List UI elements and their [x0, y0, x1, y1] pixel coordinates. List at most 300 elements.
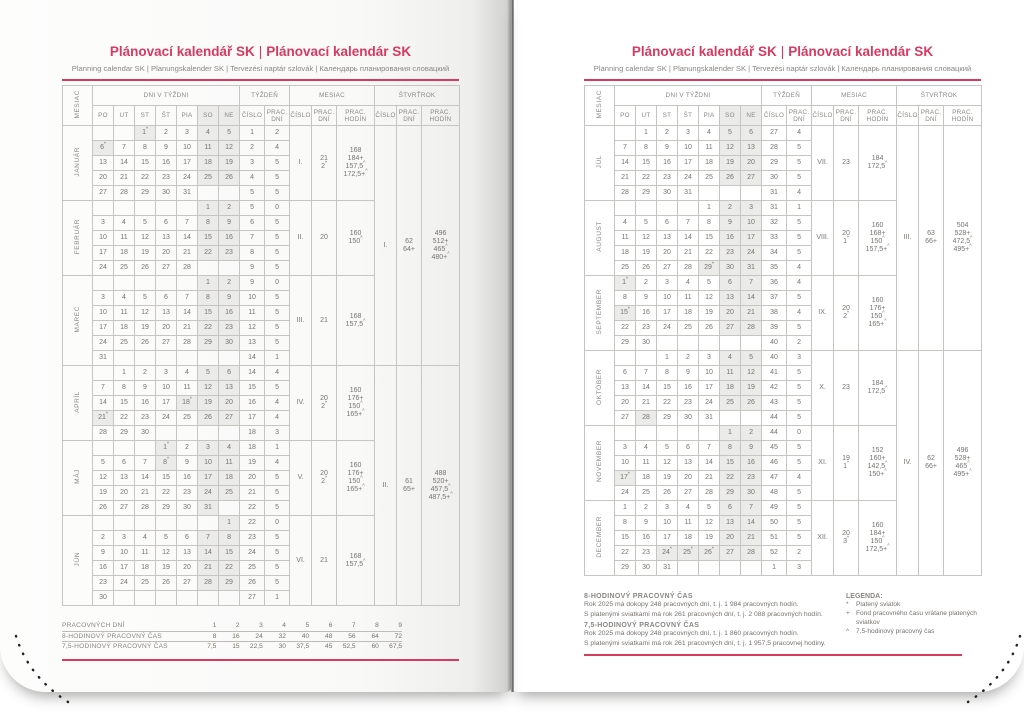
day-cell: [219, 591, 240, 606]
week-workdays-cell: 5: [787, 366, 812, 381]
month-hours-cell: 160 168+ 150^ 157,5+^: [859, 201, 897, 276]
day-cell: 18: [615, 246, 636, 261]
week-workdays-cell: 5: [787, 456, 812, 471]
day-cell: 19: [636, 246, 657, 261]
worktime-value-cell: 8: [193, 631, 216, 641]
worktime-table-left: [62, 621, 402, 651]
day-cell: 2: [636, 501, 657, 516]
day-cell: [720, 186, 741, 201]
day-cell: 15: [114, 396, 135, 411]
day-cell: 27: [720, 321, 741, 336]
day-cell: 26: [636, 261, 657, 276]
header-quarter-cislo: ČÍSLO: [897, 106, 919, 126]
legend-mark-plus: +: [846, 610, 850, 617]
day-cell: 4: [720, 351, 741, 366]
week-number-cell: 40: [762, 336, 787, 351]
day-cell: 16: [93, 561, 114, 576]
day-cell: 30: [678, 411, 699, 426]
day-cell: [699, 336, 720, 351]
day-cell: [678, 336, 699, 351]
week-workdays-cell: 5: [787, 381, 812, 396]
day-cell: [741, 336, 762, 351]
header-mesiac-label: MESIAC: [596, 90, 603, 119]
day-cell: 6: [156, 291, 177, 306]
day-cell: 7: [177, 216, 198, 231]
quarter-workdays-cell: 61 65+: [397, 366, 422, 606]
day-cell: 3: [657, 501, 678, 516]
day-cell: 20: [156, 321, 177, 336]
day-cell: 10: [177, 141, 198, 156]
day-cell: [720, 411, 741, 426]
day-cell: 5: [156, 531, 177, 546]
worktime-value-cell: 30: [278, 642, 286, 650]
page-title-part1: Plánovací kalendář SK: [109, 44, 255, 59]
day-cell: 4: [678, 276, 699, 291]
day-cell: 3: [93, 291, 114, 306]
year-summary-8h: [584, 593, 854, 648]
day-cell: 2: [657, 126, 678, 141]
header-sub-row: [63, 106, 460, 126]
day-cell: 14: [615, 156, 636, 171]
week-number-cell: 6: [240, 216, 265, 231]
page-right: [512, 0, 1024, 692]
week-number-cell: 46: [762, 456, 787, 471]
week-workdays-cell: 2: [787, 546, 812, 561]
day-cell: 8: [720, 441, 741, 456]
day-cell: 15: [615, 531, 636, 546]
day-cell: 10: [93, 306, 114, 321]
week-workdays-cell: 4: [787, 276, 812, 291]
day-cell: 7: [177, 291, 198, 306]
day-cell: 16: [636, 306, 657, 321]
week-number-cell: 52: [762, 546, 787, 561]
day-cell: 10: [156, 381, 177, 396]
day-cell: 8: [615, 516, 636, 531]
day-cell: [636, 201, 657, 216]
day-cell: 22: [615, 321, 636, 336]
day-cell: [198, 351, 219, 366]
day-cell: 12: [135, 231, 156, 246]
week-number-cell: 27: [762, 126, 787, 141]
week-workdays-cell: 4: [265, 456, 290, 471]
week-number-cell: 24: [240, 546, 265, 561]
day-cell: 29: [114, 426, 135, 441]
day-cell: 28: [741, 546, 762, 561]
day-cell: 25: [114, 261, 135, 276]
week-workdays-cell: 5: [265, 306, 290, 321]
day-cell: 28: [699, 486, 720, 501]
day-cell: [219, 426, 240, 441]
week-number-cell: 22: [240, 516, 265, 531]
day-cell: 30: [135, 426, 156, 441]
day-cell: 11: [114, 306, 135, 321]
day-cell: 7: [636, 366, 657, 381]
week-number-cell: 37: [762, 291, 787, 306]
header-mesiac-rotated: [585, 86, 615, 126]
week-workdays-cell: 4: [787, 471, 812, 486]
day-cell: 3: [198, 441, 219, 456]
week-number-cell: 38: [762, 306, 787, 321]
day-cell: 9: [93, 546, 114, 561]
day-cell: 25: [678, 321, 699, 336]
day-cell: 4: [678, 501, 699, 516]
day-cell: 7: [678, 216, 699, 231]
week-number-cell: 9: [240, 261, 265, 276]
header-day-pia: PIA: [177, 106, 198, 126]
day-cell: 30: [720, 261, 741, 276]
day-cell: 29: [135, 186, 156, 201]
worktime-value-cell: 7,5: [207, 642, 217, 650]
week-workdays-cell: 1: [787, 201, 812, 216]
header-day-ut: UT: [636, 106, 657, 126]
month-workdays-cell: 21: [312, 516, 337, 606]
week-number-cell: 31: [762, 201, 787, 216]
day-cell: 3: [177, 126, 198, 141]
day-cell: 14: [135, 471, 156, 486]
month-hours-cell: 184 172,5^: [859, 351, 897, 426]
day-cell: [156, 201, 177, 216]
day-cell: 31: [699, 411, 720, 426]
day-cell: 4: [198, 126, 219, 141]
day-cell: 20: [720, 531, 741, 546]
day-cell: 3: [741, 201, 762, 216]
day-cell: 9: [741, 441, 762, 456]
day-cell: 13: [678, 456, 699, 471]
day-cell: 4: [219, 441, 240, 456]
worktime-row: [62, 641, 402, 651]
day-cell: [198, 261, 219, 276]
day-cell: 8: [615, 291, 636, 306]
month-hours-cell: 152 160+ 142,5^ 150+^: [859, 426, 897, 501]
day-cell: 24: [741, 246, 762, 261]
week-workdays-cell: 4: [265, 396, 290, 411]
day-cell: 22: [198, 246, 219, 261]
day-cell: 10: [198, 456, 219, 471]
day-cell: 24: [678, 171, 699, 186]
day-cell: 19: [135, 321, 156, 336]
day-cell: 19: [699, 306, 720, 321]
week-workdays-cell: 4: [787, 126, 812, 141]
day-cell: 2: [177, 441, 198, 456]
week-number-cell: 16: [240, 396, 265, 411]
week-workdays-cell: 5: [787, 171, 812, 186]
day-cell: [135, 516, 156, 531]
day-cell: 30: [177, 501, 198, 516]
day-cell: 21: [699, 471, 720, 486]
month-label-text: MAREC: [73, 305, 81, 333]
year-summary-8h-line2: S platenými sviatkami má rok 261 pracovných dní, t. j. 2 088 pracovných hodín.: [584, 610, 823, 618]
worktime-value-cell: 48: [309, 631, 332, 641]
day-cell: 25: [720, 396, 741, 411]
week-workdays-cell: 2: [265, 126, 290, 141]
day-cell: [198, 426, 219, 441]
header-group-row: [63, 86, 460, 106]
day-cell: 4: [177, 366, 198, 381]
day-cell: 20: [615, 396, 636, 411]
week-workdays-cell: 1: [265, 591, 290, 606]
legend-item-fund: [846, 609, 981, 627]
day-cell: 5: [198, 366, 219, 381]
day-cell: 20: [657, 246, 678, 261]
day-cell: 3: [156, 366, 177, 381]
day-cell: [741, 411, 762, 426]
day-cell: 19: [93, 486, 114, 501]
month-label: [585, 201, 615, 276]
worktime-value-cell: 9: [379, 621, 402, 631]
worktime-value-cell: 37,5: [296, 642, 310, 650]
day-cell: 30: [156, 186, 177, 201]
week-workdays-cell: 5: [265, 486, 290, 501]
day-cell: 13: [177, 546, 198, 561]
worktime-value-cell: 64: [356, 631, 379, 641]
day-cell: [657, 201, 678, 216]
day-cell: 14: [177, 231, 198, 246]
day-cell: [135, 591, 156, 606]
worktime-value-cell: 40: [286, 631, 309, 641]
year-summary: [584, 593, 981, 648]
day-cell: 28: [198, 576, 219, 591]
day-cell: 29: [615, 336, 636, 351]
week-number-cell: 11: [240, 306, 265, 321]
day-cell: 20: [156, 246, 177, 261]
week-number-cell: 31: [762, 186, 787, 201]
day-cell: 12: [93, 471, 114, 486]
day-cell: 22: [156, 486, 177, 501]
day-cell: 20: [219, 396, 240, 411]
month-workdays-cell: 19 1*: [834, 426, 859, 501]
day-cell: 24: [615, 486, 636, 501]
quarter-number-cell: II.: [375, 366, 397, 606]
week-workdays-cell: 5: [787, 516, 812, 531]
day-cell: 7: [135, 456, 156, 471]
page-title-part2: Plánovací kalendár SK: [266, 44, 412, 59]
day-cell: 25: [219, 486, 240, 501]
day-cell: 26: [219, 171, 240, 186]
day-cell: [114, 351, 135, 366]
stitch-dots-bottom-right: [952, 628, 1024, 706]
day-cell: 9: [636, 516, 657, 531]
header-day-ne: NE: [741, 106, 762, 126]
week-workdays-cell: 5: [265, 546, 290, 561]
worktime-value-cell: 16: [216, 631, 239, 641]
week-number-cell: 4: [240, 171, 265, 186]
day-cell: 15: [636, 156, 657, 171]
worktime-value-cell: 8: [356, 621, 379, 631]
week-number-cell: 47: [762, 471, 787, 486]
day-cell: 18: [135, 561, 156, 576]
header-dni-v-tyzdni: DNI V TÝŽDNI: [93, 86, 240, 106]
day-cell: 15: [219, 546, 240, 561]
day-cell: [93, 276, 114, 291]
header-month-prac-dni: PRAC. DNÍ: [834, 106, 859, 126]
day-cell: [93, 441, 114, 456]
worktime-value-cell: 1: [193, 621, 216, 631]
day-cell: [678, 201, 699, 216]
week-number-cell: 26: [240, 576, 265, 591]
day-cell: 23: [156, 171, 177, 186]
day-cell: [135, 201, 156, 216]
month-label: [585, 426, 615, 501]
day-cell: 20: [741, 156, 762, 171]
header-quarter-cislo: ČÍSLO: [375, 106, 397, 126]
week-number-cell: 32: [762, 216, 787, 231]
day-cell: 6: [219, 366, 240, 381]
month-hours-cell: 160 150^: [337, 201, 375, 276]
day-cell: [198, 516, 219, 531]
day-cell: 28: [177, 261, 198, 276]
quarter-workdays-cell: 63 66+: [919, 126, 944, 351]
day-cell: 4: [636, 441, 657, 456]
day-cell: 12: [219, 141, 240, 156]
week-number-cell: 40: [762, 351, 787, 366]
day-cell: 3: [657, 276, 678, 291]
week-number-cell: 45: [762, 441, 787, 456]
week-number-cell: 50: [762, 516, 787, 531]
calendar-table-jul-dec: [584, 85, 982, 576]
day-cell: [114, 591, 135, 606]
worktime-value-cell: 4: [263, 621, 286, 631]
quarter-hours-cell: 488 520+ 457,5^ 487,5+^: [422, 366, 460, 606]
day-cell: 19: [720, 156, 741, 171]
day-cell: [678, 426, 699, 441]
day-cell: 26: [135, 336, 156, 351]
quarter-number-cell: IV.: [897, 351, 919, 576]
day-cell: 8*: [156, 456, 177, 471]
day-cell: 1: [219, 516, 240, 531]
day-cell: 31: [678, 186, 699, 201]
week-workdays-cell: 5: [265, 246, 290, 261]
week-number-cell: 48: [762, 486, 787, 501]
day-cell: 14: [93, 396, 114, 411]
week-workdays-cell: 5: [265, 261, 290, 276]
day-cell: 24: [198, 486, 219, 501]
worktime-value-cell: 24: [240, 631, 263, 641]
day-cell: 1: [720, 426, 741, 441]
day-cell: 15: [156, 471, 177, 486]
day-cell: 26: [657, 486, 678, 501]
day-cell: 28: [135, 501, 156, 516]
worktime-value-cell: 22,5: [249, 642, 263, 650]
day-cell: 4: [114, 216, 135, 231]
day-cell: [177, 516, 198, 531]
day-cell: 19: [657, 471, 678, 486]
day-cell: 19: [699, 531, 720, 546]
day-cell: 26: [720, 171, 741, 186]
month-number-cell: VII.: [812, 126, 834, 201]
day-cell: 8: [198, 216, 219, 231]
day-cell: 9: [219, 291, 240, 306]
week-number-cell: 17: [240, 411, 265, 426]
day-cell: [699, 561, 720, 576]
day-cell: 16: [636, 531, 657, 546]
worktime-value-cell: 3: [240, 621, 263, 631]
day-cell: 27: [741, 171, 762, 186]
page-right-content: [584, 0, 981, 656]
month-number-cell: XI.: [812, 426, 834, 501]
day-cell: 24: [177, 171, 198, 186]
week-number-cell: 18: [240, 441, 265, 456]
day-cell: 17: [93, 246, 114, 261]
week-number-cell: 21: [240, 486, 265, 501]
day-cell: [615, 201, 636, 216]
day-cell: 7: [741, 276, 762, 291]
day-cell: 19: [741, 381, 762, 396]
day-cell: 5: [135, 216, 156, 231]
day-cell: 1: [657, 351, 678, 366]
day-cell: 7: [615, 141, 636, 156]
day-cell: 18: [699, 156, 720, 171]
day-cell: [615, 351, 636, 366]
day-cell: 18*: [177, 396, 198, 411]
day-cell: 12: [741, 366, 762, 381]
day-cell: 19: [219, 156, 240, 171]
month-label-text: JÚN: [73, 551, 81, 567]
page-subtitle: Planning calendar SK | Planungskalender SK | Tervezési naptár szlovák | Календарь планирования словацкий: [593, 64, 972, 73]
day-cell: 10: [114, 546, 135, 561]
week-workdays-cell: 4: [787, 261, 812, 276]
header-day-st: ST: [135, 106, 156, 126]
legend-text-holiday: Platený sviatok: [856, 601, 901, 608]
header-dni-v-tyzdni: DNI V TÝŽDNI: [615, 86, 762, 106]
day-cell: 14: [699, 456, 720, 471]
day-cell: 21: [636, 396, 657, 411]
day-cell: 24: [699, 396, 720, 411]
header-day-ut: UT: [114, 106, 135, 126]
worktime-value-cell: 45: [325, 642, 333, 650]
worktime-value-cell: 6: [309, 621, 332, 631]
footer-rule-right: [584, 654, 962, 656]
day-cell: 23: [636, 546, 657, 561]
day-cell: 11: [198, 141, 219, 156]
day-cell: 20: [720, 306, 741, 321]
header-quarter-prac-dni: PRAC. DNÍ: [397, 106, 422, 126]
day-cell: 10: [657, 291, 678, 306]
week-number-cell: 5: [240, 201, 265, 216]
day-cell: 21: [135, 486, 156, 501]
day-cell: 16: [219, 231, 240, 246]
year-summary-75h-title: 7,5-HODINOVÝ PRACOVNÝ ČAS: [584, 622, 700, 629]
day-cell: 9: [657, 141, 678, 156]
day-cell: 1: [615, 501, 636, 516]
worktime-value-cell: 15: [232, 642, 240, 650]
day-cell: 25: [114, 336, 135, 351]
day-cell: [177, 201, 198, 216]
week-number-cell: 2: [240, 141, 265, 156]
day-cell: 25*: [678, 546, 699, 561]
header-stvrtrok: ŠTVRŤROK: [897, 86, 982, 106]
day-cell: 2: [135, 366, 156, 381]
week-workdays-cell: 5: [265, 216, 290, 231]
day-cell: 3: [699, 351, 720, 366]
day-cell: 12: [156, 546, 177, 561]
day-cell: 28: [93, 426, 114, 441]
calendar-week-row: [63, 366, 460, 381]
day-cell: 16: [657, 156, 678, 171]
worktime-value-cell: 56: [332, 631, 355, 641]
calendar-week-row: [63, 126, 460, 141]
week-number-cell: 3: [240, 156, 265, 171]
header-week-cislo: ČÍSLO: [762, 106, 787, 126]
day-cell: 24*: [657, 546, 678, 561]
header-day-št: ŠT: [678, 106, 699, 126]
week-number-cell: 33: [762, 231, 787, 246]
week-workdays-cell: 2: [787, 336, 812, 351]
day-cell: 18: [636, 471, 657, 486]
day-cell: [156, 276, 177, 291]
month-label-text: NOVEMBER: [595, 440, 603, 483]
day-cell: [636, 351, 657, 366]
day-cell: 17: [114, 561, 135, 576]
